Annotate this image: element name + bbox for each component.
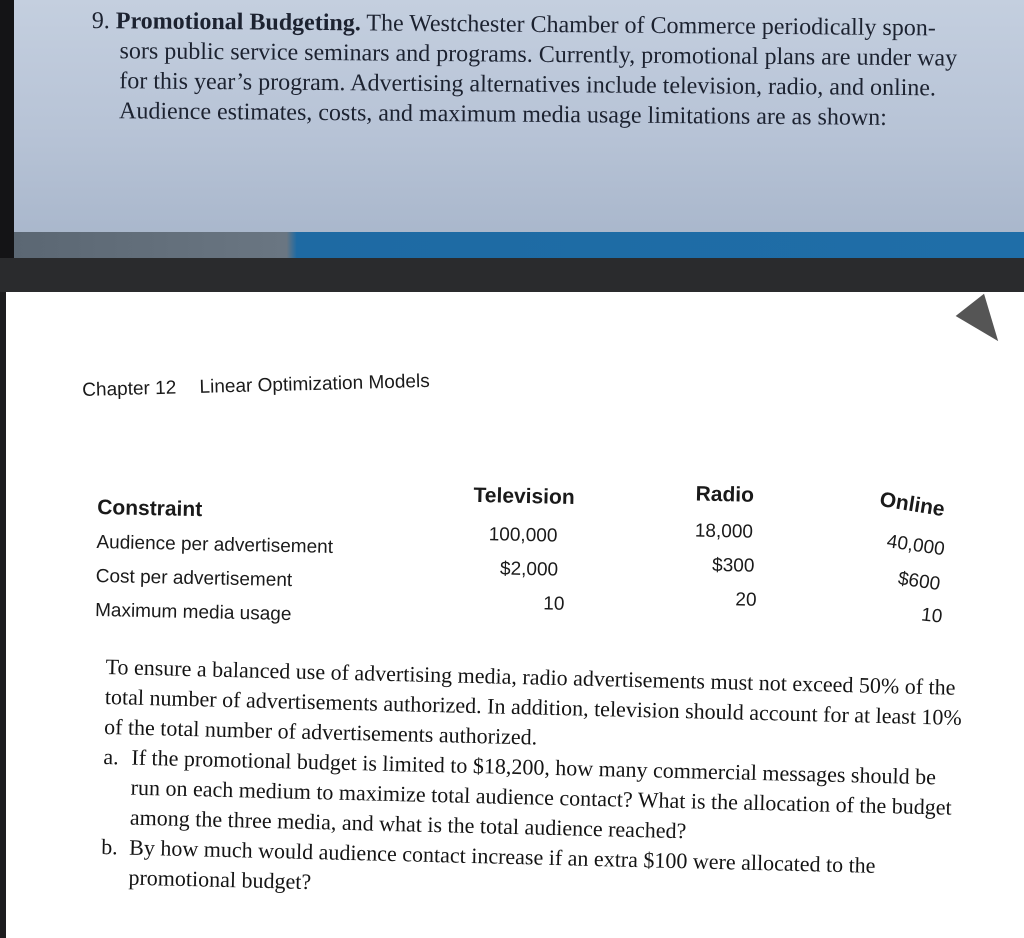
row-label-max-usage: Maximum media usage xyxy=(94,599,292,626)
row-label-audience: Audience per advertisement xyxy=(96,531,334,558)
problem-number: 9. xyxy=(91,7,110,35)
problem-line-1: The Westchester Chamber of Commerce periodically spon- xyxy=(366,10,936,42)
photo-dark-band xyxy=(0,258,1024,292)
question-a-text: If the promotional budget is limited to $18,200, how many commercial messages should be run on each medium to maximize total audience contact? What is the allocation of the budget among the three media, and what is the total audience reached? xyxy=(129,744,953,844)
problem-line-3: for this year’s program. Advertising alternatives include television, radio, and online. xyxy=(119,68,937,102)
table-header-online: Online xyxy=(878,487,947,522)
table-header-television: Television xyxy=(473,483,575,509)
media-table xyxy=(94,470,977,658)
chapter-number: Chapter 12 xyxy=(82,377,177,401)
question-b-text: By how much would audience contact increase if an extra $100 were allocated to the promotional budget? xyxy=(128,834,876,895)
cell-tv-audience: 100,000 xyxy=(488,524,558,547)
question-a-marker: a. xyxy=(103,743,120,770)
cell-tv-max-usage: 10 xyxy=(543,593,565,615)
problem-statement xyxy=(91,6,992,134)
photo-left-edge xyxy=(0,0,14,260)
problem-title: Promotional Budgeting. xyxy=(115,8,361,37)
row-label-cost: Cost per advertisement xyxy=(95,565,293,592)
photo-blue-band xyxy=(14,232,1024,258)
question-b-marker: b. xyxy=(100,833,119,860)
table-header-radio: Radio xyxy=(695,482,755,507)
chapter-title: Linear Optimization Models xyxy=(199,370,430,398)
problem-line-4: Audience estimates, costs, and maximum media usage limitations are as shown: xyxy=(118,98,887,131)
cell-radio-audience: 18,000 xyxy=(694,520,754,543)
problem-body xyxy=(100,652,972,913)
cell-online-cost: $600 xyxy=(896,568,942,596)
balance-paragraph: To ensure a balanced use of advertising media, radio advertisements must not exceed 50% of the total number of advertisements authorized. In addition, television should account for at least 10% of the total number of advertisements authorized. xyxy=(103,653,963,750)
cell-tv-cost: $2,000 xyxy=(499,558,559,581)
problem-line-2: sors public service seminars and programs. Currently, promotional plans are under way xyxy=(119,38,958,72)
cell-online-max-usage: 10 xyxy=(920,604,944,628)
table-header-constraint: Constraint xyxy=(96,495,203,522)
cell-radio-max-usage: 20 xyxy=(735,589,757,611)
cell-radio-cost: $300 xyxy=(711,554,755,577)
cell-online-audience: 40,000 xyxy=(885,531,946,561)
